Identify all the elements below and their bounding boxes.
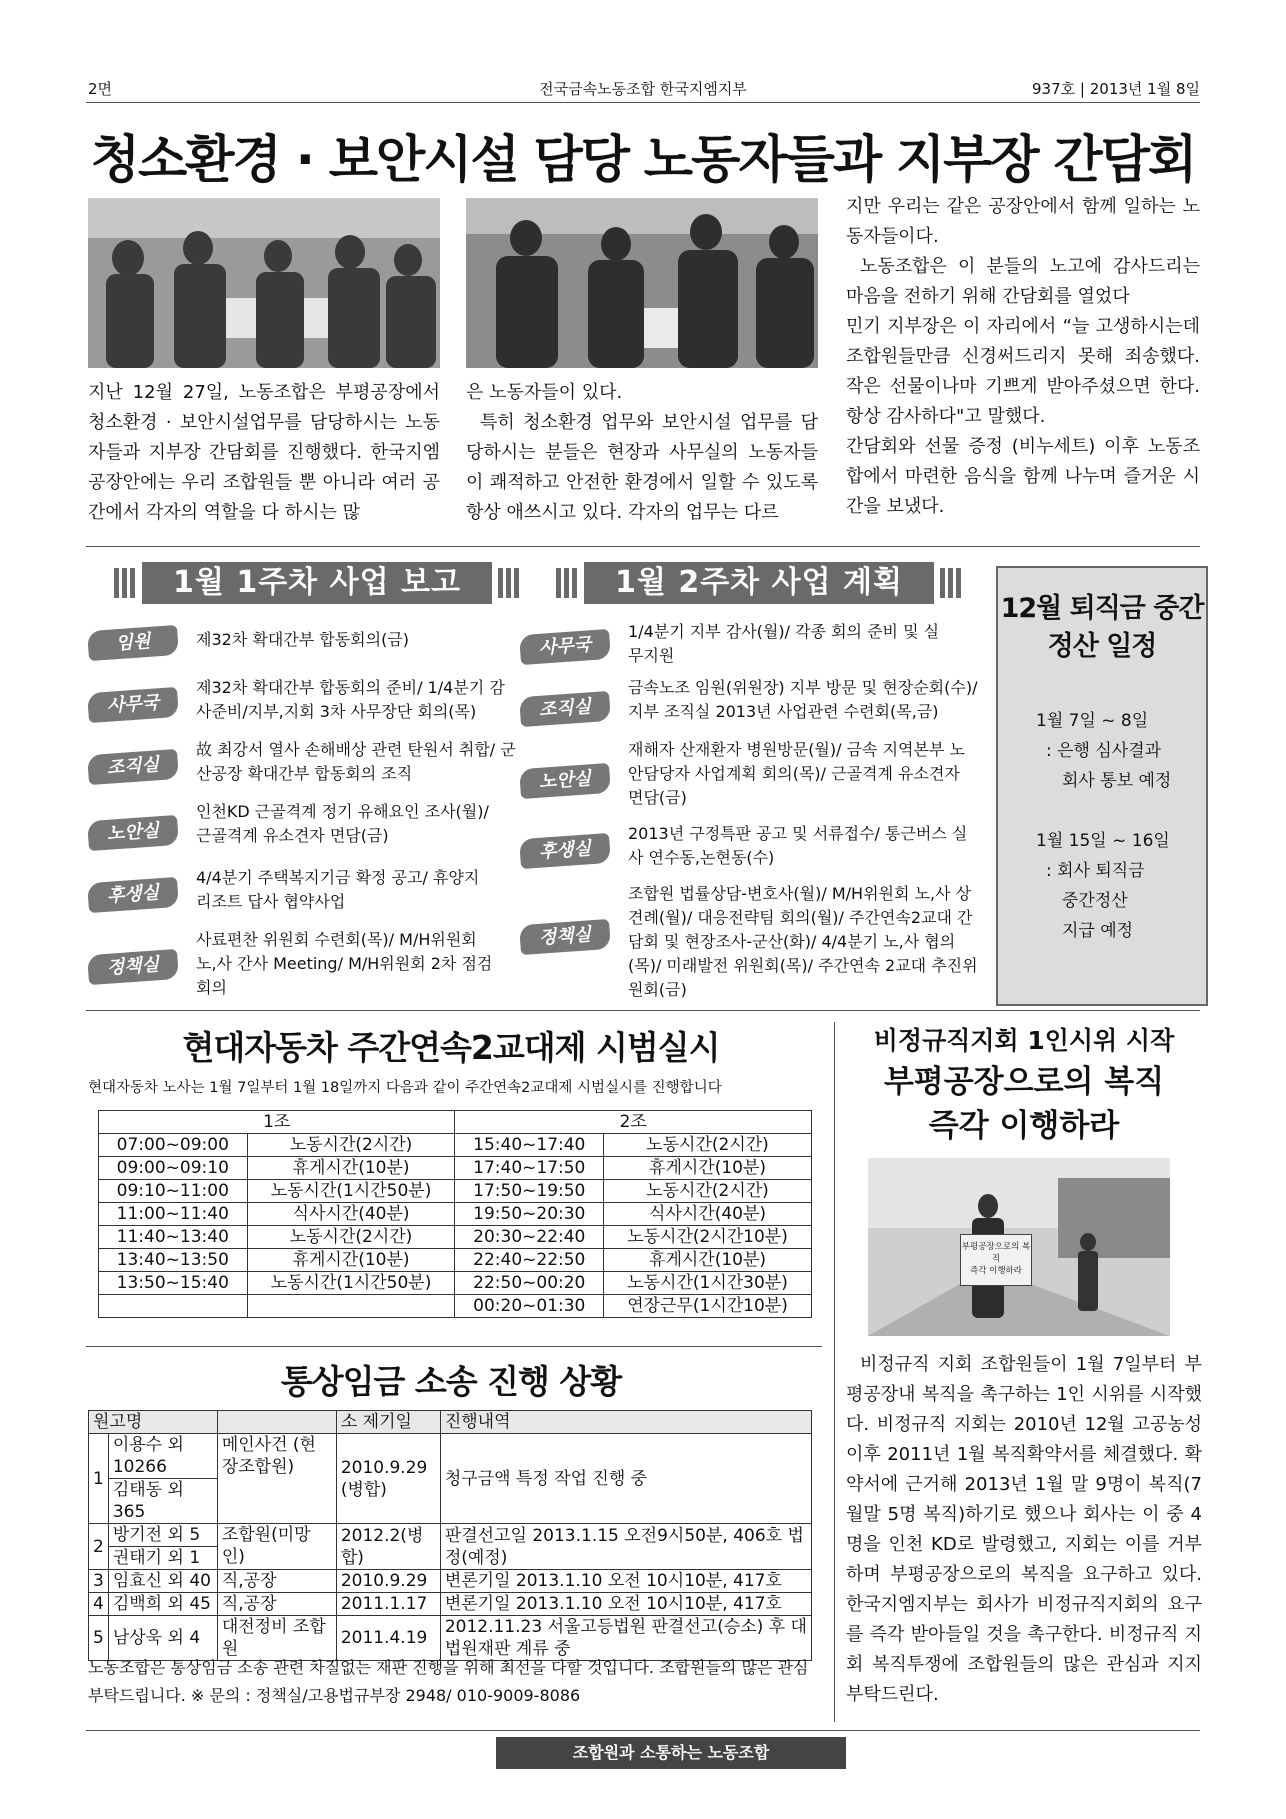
section-rule <box>86 1010 1200 1011</box>
cell: 남상욱 외 4 <box>108 1616 217 1661</box>
schedule-title: 12월 퇴직금 중간정산 일정 <box>1000 593 1204 662</box>
item-text: 제32차 확대간부 합동회의(금) <box>196 630 410 649</box>
cell <box>99 1295 248 1318</box>
schedule-line: 1월 15일 ~ 16일 <box>1036 831 1170 851</box>
table-row <box>99 1226 812 1249</box>
dept-badge: 정책실 <box>87 949 179 985</box>
cell: 노동시간(1시간30분) <box>604 1272 812 1295</box>
cell: 노동시간(1시간50분) <box>247 1180 455 1203</box>
cell: 5 <box>89 1616 109 1661</box>
cell: 2011.4.19 <box>336 1616 440 1661</box>
cell: 13:50~15:40 <box>99 1272 248 1295</box>
table-row <box>89 1434 812 1479</box>
item-text: 재해자 산재환자 병원방문(월)/ 금속 지역본부 노안담당자 사업계획 회의(목)/ 근골격계 유소견자 면담(금) <box>628 740 965 807</box>
dept-badge: 임원 <box>87 625 179 661</box>
cell: 이용수 외 10266 <box>108 1434 217 1479</box>
article-paragraph: 간담회와 선물 증정 (비누세트) 이후 노동조합에서 마련한 음식을 함께 나누며 즐거운 시간을 보냈다. <box>846 436 1200 517</box>
shift-title: 현대자동차 주간연속2교대제 시범실시 <box>182 1028 720 1067</box>
list-item <box>520 738 980 822</box>
cell: 연장근무(1시간10분) <box>604 1295 812 1318</box>
footer-rule <box>86 1730 1200 1731</box>
dept-badge: 사무국 <box>87 687 179 723</box>
cell: 09:10~11:00 <box>99 1180 248 1203</box>
cell: 1 <box>89 1434 109 1524</box>
cell: 김백희 외 45 <box>108 1593 217 1616</box>
header-center: 전국금속노동조합 한국지엠지부 <box>539 80 747 98</box>
cell: 2011.1.17 <box>336 1593 440 1616</box>
cell: 식사시간(40분) <box>604 1203 812 1226</box>
list-item <box>520 676 980 738</box>
section-rule <box>86 1346 822 1347</box>
item-text: 사료편찬 위원회 수련회(목)/ M/H위원회 노,사 간사 Meeting/ M/H위원회 2차 점검 회의 <box>196 930 493 997</box>
cell: 11:00~11:40 <box>99 1203 248 1226</box>
article-col-2 <box>466 378 818 528</box>
cell: 2010.9.29 <box>336 1570 440 1593</box>
meeting-photo-1 <box>88 198 440 368</box>
dept-badge: 사무국 <box>519 629 611 665</box>
cell: 22:40~22:50 <box>455 1249 604 1272</box>
table-row <box>89 1570 812 1593</box>
cell: 13:40~13:50 <box>99 1249 248 1272</box>
main-title: 청소환경 · 보안시설 담당 노동자들과 지부장 간담회 <box>90 131 1196 190</box>
list-item <box>88 866 508 928</box>
schedule-line: 중간정산 <box>1062 891 1128 911</box>
article-paragraph: 은 노동자들이 있다. <box>466 382 623 403</box>
list-item <box>88 928 508 1008</box>
table-row <box>89 1593 812 1616</box>
cell: 22:50~00:20 <box>455 1272 604 1295</box>
header-cell: 진행내역 <box>440 1411 811 1434</box>
item-text: 금속노조 임원(위원장) 지부 방문 및 현장순회(수)/ 지부 조직실 2013년 사업관련 수련회(목,금) <box>628 678 978 721</box>
page-number: 2면 <box>88 80 113 98</box>
week1-banner: 1월 1주차 사업 보고 <box>142 562 492 604</box>
article-paragraph: 노동조합은 이 분들의 노고에 감사드리는 마음을 전하기 위해 간담회를 열었다 <box>846 256 1200 307</box>
list-item <box>88 624 508 676</box>
cell: 2012.11.23 서울고등법원 판결선고(승소) 후 대법원재판 계류 중 <box>440 1616 811 1661</box>
schedule-line: : 은행 심사결과 <box>1046 741 1162 761</box>
cell: 청구금액 특정 작업 진행 중 <box>440 1434 811 1524</box>
item-text: 1/4분기 지부 감사(월)/ 각종 회의 준비 및 실무지원 <box>628 622 940 665</box>
cell: 11:40~13:40 <box>99 1226 248 1249</box>
cell: 노동시간(2시간) <box>247 1134 455 1157</box>
protest-photo <box>868 1158 1170 1336</box>
item-text: 제32차 확대간부 합동회의 준비/ 1/4분기 감사준비/지부,지회 3차 사무장단 회의(목) <box>196 678 505 721</box>
dept-badge: 정책실 <box>519 919 611 955</box>
table-row <box>99 1272 812 1295</box>
article-paragraph: 지만 우리는 같은 공장안에서 함께 일하는 노동자들이다. <box>846 196 1200 247</box>
table-row <box>99 1295 812 1318</box>
article-col-3 <box>846 192 1200 522</box>
shift-table <box>98 1110 812 1318</box>
schedule-spacer <box>1036 796 1206 826</box>
cell: 조합원(미망인) <box>217 1524 336 1570</box>
cell: 20:30~22:40 <box>455 1226 604 1249</box>
cell: 판결선고일 2013.1.15 오전9시50분, 406호 법정(예정) <box>440 1524 811 1570</box>
severance-schedule-box <box>996 566 1208 1006</box>
cell: 17:40~17:50 <box>455 1157 604 1180</box>
column-divider <box>834 1022 835 1722</box>
item-text: 조합원 법률상담-변호사(월)/ M/H위원회 노,사 상견례(월)/ 대응전략팀 회의(월)/ 주간연속2교대 간담회 및 현장조사-군산(화)/ 4/4분기 노,사 협의(목)/ 미래발전 위원회(목)/ 주간연속 2교대 추진위원회(금) <box>628 884 978 999</box>
cell: 변론기일 2013.1.10 오전 10시10분, 417호 <box>440 1570 811 1593</box>
article-col-1 <box>88 378 440 528</box>
list-item <box>520 620 980 676</box>
meeting-photo-2 <box>466 198 818 368</box>
list-item <box>88 676 508 738</box>
item-text: 故 최강서 열사 손해배상 관련 탄원서 취합/ 군산공장 확대간부 합동회의 조직 <box>196 740 516 783</box>
cell: 김태동 외 365 <box>108 1479 217 1524</box>
cell: 00:20~01:30 <box>455 1295 604 1318</box>
cell: 직,공장 <box>217 1570 336 1593</box>
article-paragraph: 지난 12월 27일, 노동조합은 부평공장에서 청소환경 · 보안시설업무를 담당하시는 노동자들과 지부장 간담회를 진행했다. 한국지엠 공장안에는 우리 조합원들 뿐 아니라 여러 공간에서 각자의 역할을 다 하시는 많 <box>88 382 440 523</box>
cell: 2010.9.29 (병합) <box>336 1434 440 1524</box>
cell: 대전정비 조합원 <box>217 1616 336 1661</box>
header-rule <box>86 102 1200 103</box>
cell: 휴게시간(10분) <box>247 1157 455 1180</box>
issue-info: 937호 | 2013년 1월 8일 <box>1032 80 1200 98</box>
lawsuit-title: 통상임금 소송 진행 상황 <box>280 1362 622 1401</box>
lawsuit-note: 노동조합은 통상임금 소송 관련 차질없는 재판 진행을 위해 최선을 다할 것입니다. 조합원들의 많은 관심 부탁드립니다. ※ 문의 : 정책실/고용법규부장 2948/ 010-9009-8086 <box>88 1658 809 1705</box>
cell: 07:00~09:00 <box>99 1134 248 1157</box>
cell: 휴게시간(10분) <box>247 1249 455 1272</box>
header-cell: 원고명 <box>89 1411 218 1434</box>
cell: 임효신 외 40 <box>108 1570 217 1593</box>
irregular-title-2: 부평공장으로의 복직 <box>883 1064 1165 1100</box>
shift-subtitle: 현대자동차 노사는 1월 7일부터 1월 18일까지 다음과 같이 주간연속2교대제 시범실시를 진행합니다 <box>88 1080 722 1096</box>
schedule-lines <box>998 706 1206 946</box>
protest-sign <box>960 1234 1032 1286</box>
cell: 노동시간(2시간) <box>604 1180 812 1203</box>
list-item <box>520 882 980 1006</box>
dept-badge: 후생실 <box>519 833 611 869</box>
item-text: 인천KD 근골격계 정기 유해요인 조사(월)/ 근골격계 유소견자 면담(금) <box>196 802 489 845</box>
lawsuit-table <box>88 1410 812 1661</box>
list-item <box>88 738 516 800</box>
dept-badge: 조직실 <box>87 749 179 785</box>
table-row <box>89 1524 812 1547</box>
cell: 3 <box>89 1570 109 1593</box>
cell: 2 <box>89 1524 109 1570</box>
cell: 09:00~09:10 <box>99 1157 248 1180</box>
list-item <box>88 800 508 866</box>
cell: 15:40~17:40 <box>455 1134 604 1157</box>
cell: 변론기일 2013.1.10 오전 10시10분, 417호 <box>440 1593 811 1616</box>
table-row <box>99 1249 812 1272</box>
cell: 노동시간(2시간10분) <box>604 1226 812 1249</box>
week1-list <box>88 624 516 1008</box>
cell: 4 <box>89 1593 109 1616</box>
table-row <box>99 1157 812 1180</box>
cell: 휴게시간(10분) <box>604 1157 812 1180</box>
dept-badge: 노안실 <box>519 763 611 799</box>
irregular-title-3: 즉각 이행하라 <box>928 1108 1120 1144</box>
footer-slogan: 조합원과 소통하는 노동조합 <box>496 1737 846 1769</box>
shift-col2-header: 2조 <box>455 1111 812 1134</box>
cell <box>247 1295 455 1318</box>
table-row <box>99 1134 812 1157</box>
week2-list <box>520 620 980 1006</box>
cell: 메인사건 (현장조합원) <box>217 1434 336 1524</box>
week2-banner: 1월 2주차 사업 계획 <box>584 562 934 604</box>
schedule-line: 회사 통보 예정 <box>1062 771 1172 791</box>
header-cell: 소 제기일 <box>336 1411 440 1434</box>
protest-sign-line: 부평공장으로의 복직 <box>961 1242 1031 1264</box>
schedule-line: 지급 예정 <box>1062 921 1134 941</box>
header-cell <box>217 1411 336 1434</box>
cell: 노동시간(2시간) <box>604 1134 812 1157</box>
shift-col1-header: 1조 <box>99 1111 455 1134</box>
item-text: 4/4분기 주택복지기금 확정 공고/ 휴양지 리조트 답사 협약사업 <box>196 868 480 911</box>
list-item <box>520 822 980 882</box>
schedule-line: 1월 7일 ~ 8일 <box>1036 711 1149 731</box>
cell: 휴게시간(10분) <box>604 1249 812 1272</box>
table-row <box>99 1180 812 1203</box>
schedule-line: : 회사 퇴직금 <box>1046 861 1145 881</box>
article-paragraph: 특히 청소환경 업무와 보안시설 업무를 담당하시는 분들은 현장과 사무실의 노동자들이 쾌적하고 안전한 환경에서 일할 수 있도록 항상 애쓰시고 있다. 각자의 업무는 다르 <box>466 412 818 523</box>
cell: 직,공장 <box>217 1593 336 1616</box>
cell: 19:50~20:30 <box>455 1203 604 1226</box>
cell: 노동시간(1시간50분) <box>247 1272 455 1295</box>
dept-badge: 조직실 <box>519 691 611 727</box>
section-rule <box>86 546 1200 547</box>
cell: 2012.2(병합) <box>336 1524 440 1570</box>
dept-badge: 후생실 <box>87 877 179 913</box>
irregular-body: 비정규직 지회 조합원들이 1월 7일부터 부평공장내 복직을 촉구하는 1인 시위를 시작했다. 비정규직 지회는 2010년 12월 고공농성 이후 2011년 1월 복직확약서를 체결했다. 확약서에 근거해 2013년 1월 말 9명이 복직(7월말 5명 복직)하기로 했으나 회사는 이 중 4명을 인천 KD로 발령했고, 지회는 이를 거부하며 부평공장으로의 복직을 요구하고 있다. 한국지엠지부는 회사가 비정규직지회의 요구를 즉각 받아들일 것을 촉구한다. 비정규직 지회 복직투쟁에 조합원들의 많은 관심과 지지 부탁드린다. <box>846 1354 1202 1705</box>
cell: 식사시간(40분) <box>247 1203 455 1226</box>
protest-sign-line: 즉각 이행하라 <box>970 1266 1022 1276</box>
article-paragraph: 민기 지부장은 이 자리에서 “늘 고생하시는데 조합원들만큼 신경써드리지 못해 죄송했다. 작은 선물이나마 기쁘게 받아주셨으면 한다. 항상 감사하다"고 말했다. <box>846 316 1200 427</box>
cell: 방기전 외 5 <box>108 1524 217 1547</box>
item-text: 2013년 구정특판 공고 및 서류접수/ 통근버스 실사 연수동,논현동(수) <box>628 824 968 867</box>
irregular-title-1: 비정규직지회 1인시위 시작 <box>873 1026 1175 1055</box>
cell: 권태기 외 1 <box>108 1547 217 1570</box>
irregular-header <box>846 1022 1202 1148</box>
cell: 노동시간(2시간) <box>247 1226 455 1249</box>
dept-badge: 노안실 <box>87 815 179 851</box>
cell: 17:50~19:50 <box>455 1180 604 1203</box>
table-row <box>99 1203 812 1226</box>
